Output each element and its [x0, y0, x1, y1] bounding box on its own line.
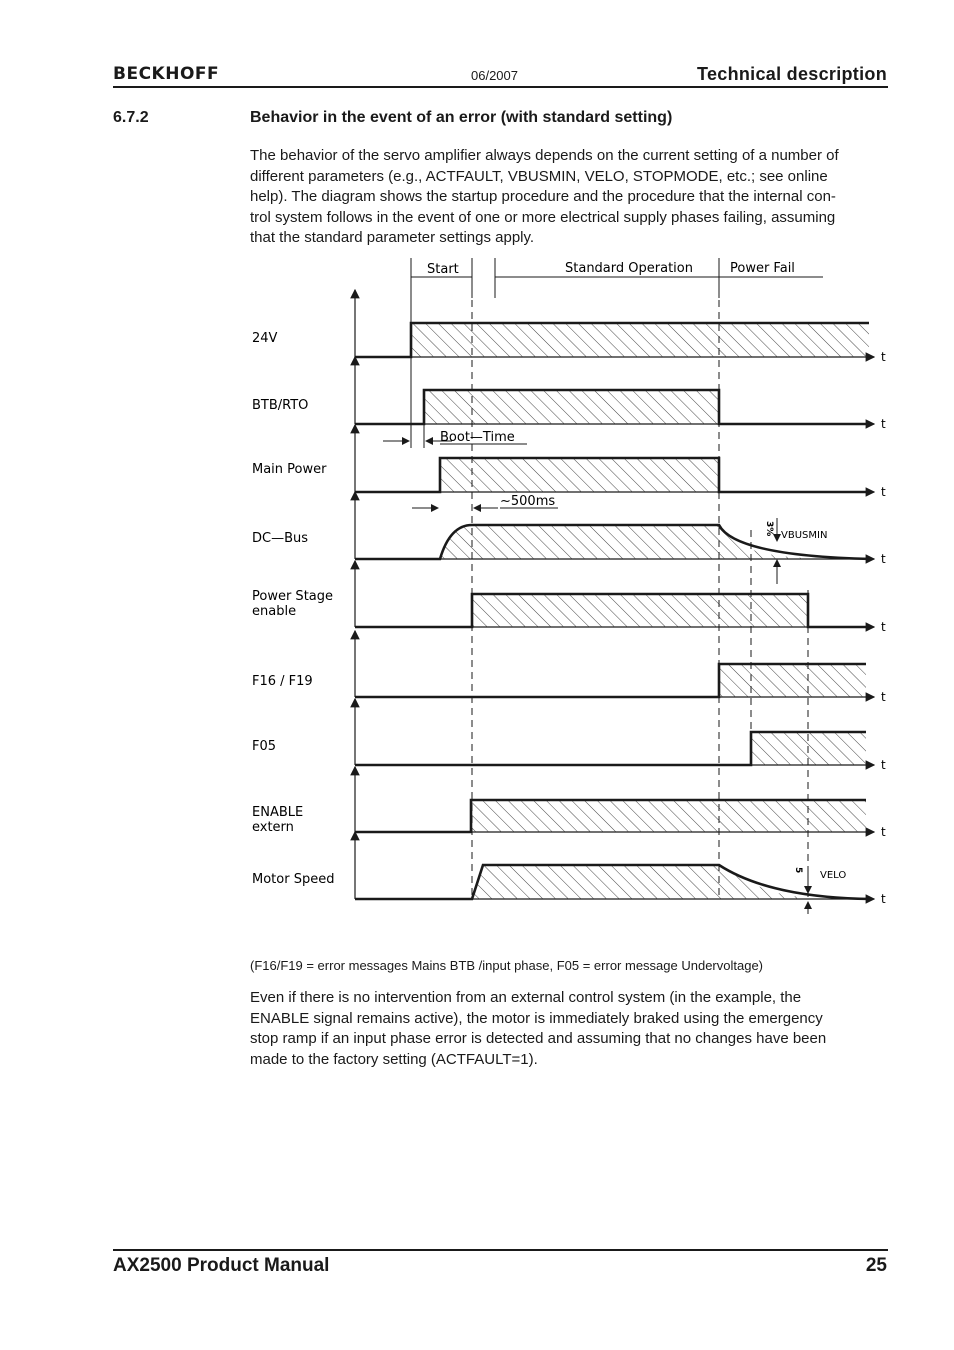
phase-label-operation: Standard Operation — [565, 261, 693, 276]
signal-active-area — [424, 390, 719, 424]
boot-time-label: Boot—Time — [440, 430, 515, 445]
time-axis-label: t — [881, 690, 886, 704]
signal-enable — [355, 767, 886, 839]
signal-label-btb-rto: BTB/RTO — [252, 398, 309, 413]
intro-line: that the standard parameter settings apply. — [250, 229, 535, 246]
body-line: stop ramp if an input phase error is detected and assuming that no changes have been — [250, 1030, 827, 1047]
signal-active-area — [440, 458, 719, 492]
signal-f05 — [355, 699, 886, 772]
body-line: made to the factory setting (ACTFAULT=1). — [250, 1050, 538, 1068]
signal-label-dc-bus: DC—Bus — [252, 531, 309, 546]
signal-active-area — [751, 732, 866, 765]
section-number: 6.7.2 — [113, 109, 149, 126]
time-axis-label: t — [881, 350, 886, 364]
velo-label: VELO — [820, 870, 847, 881]
signal-label-motor-speed: Motor Speed — [252, 872, 335, 887]
signal-power-stage — [355, 561, 886, 634]
signal-active-area — [472, 594, 808, 627]
intro-line: different parameters (e.g., ACTFAULT, VBUSMIN, VELO, STOPMODE, etc.; see online — [250, 167, 828, 185]
signal-label-24v: 24V — [252, 331, 278, 346]
time-axis-label: t — [881, 892, 886, 906]
body-paragraph — [250, 988, 886, 1070]
time-axis-label: t — [881, 758, 886, 772]
signal-label-power-stage: Power Stage — [252, 589, 334, 604]
signal-label-f16-f19: F16 / F19 — [252, 674, 313, 689]
signal-active-area — [719, 664, 866, 697]
signal-active-area — [471, 800, 866, 832]
signal-main-power — [355, 425, 886, 499]
signal-label-enable-2: extern — [252, 820, 294, 835]
velo-value: 5 — [793, 867, 803, 874]
time-axis-label: t — [881, 825, 886, 839]
time-axis-label: t — [881, 620, 886, 634]
time-axis-label: t — [881, 485, 886, 499]
time-axis-label: t — [881, 417, 886, 431]
signal-label-power-stage-2: enable — [252, 604, 297, 619]
intro-line: The behavior of the servo amplifier always depends on the current setting of a number of — [250, 147, 839, 164]
body-line: Even if there is no intervention from an external control system (in the example, the — [250, 989, 802, 1006]
vbusmin-label: VBUSMIN — [781, 530, 828, 541]
signal-active-area — [440, 525, 808, 559]
time-axis-label: t — [881, 552, 886, 566]
page-number: 25 — [865, 1255, 887, 1276]
signal-active-area — [411, 323, 869, 357]
signal-label-f05: F05 — [252, 739, 277, 754]
phase-label-power-fail: Power Fail — [730, 261, 795, 276]
signal-motor-speed — [355, 832, 886, 906]
intro-line: trol system follows in the event of one or more electrical supply phases failing, assuming — [250, 208, 836, 226]
ramp-label: ~500ms — [500, 494, 556, 509]
manual-title: AX2500 Product Manual — [113, 1255, 330, 1276]
signal-label-main-power: Main Power — [252, 462, 327, 477]
document-date: 06/2007 — [471, 68, 518, 83]
signal-label-enable: ENABLE — [252, 805, 304, 820]
footer-rule — [113, 1249, 888, 1251]
signal-btb-rto — [355, 357, 886, 431]
intro-line: help). The diagram shows the startup procedure and the procedure that the internal con- — [250, 188, 836, 205]
phase-label-start: Start — [427, 262, 459, 277]
signal-dc-bus — [355, 492, 886, 566]
diagram-caption: (F16/F19 = error messages Mains BTB /input phase, F05 = error message Undervoltage) — [250, 958, 764, 973]
body-line: ENABLE signal remains active), the motor is immediately braked using the emergency — [250, 1009, 823, 1027]
signal-f16-f19 — [355, 631, 886, 704]
section-title: Behavior in the event of an error (with standard setting) — [250, 109, 673, 126]
brand-logo: BECKHOFF — [113, 64, 220, 84]
chapter-title: Technical description — [696, 64, 887, 84]
signal-24v — [355, 290, 886, 364]
vbusmin-value: 3% — [764, 521, 774, 537]
